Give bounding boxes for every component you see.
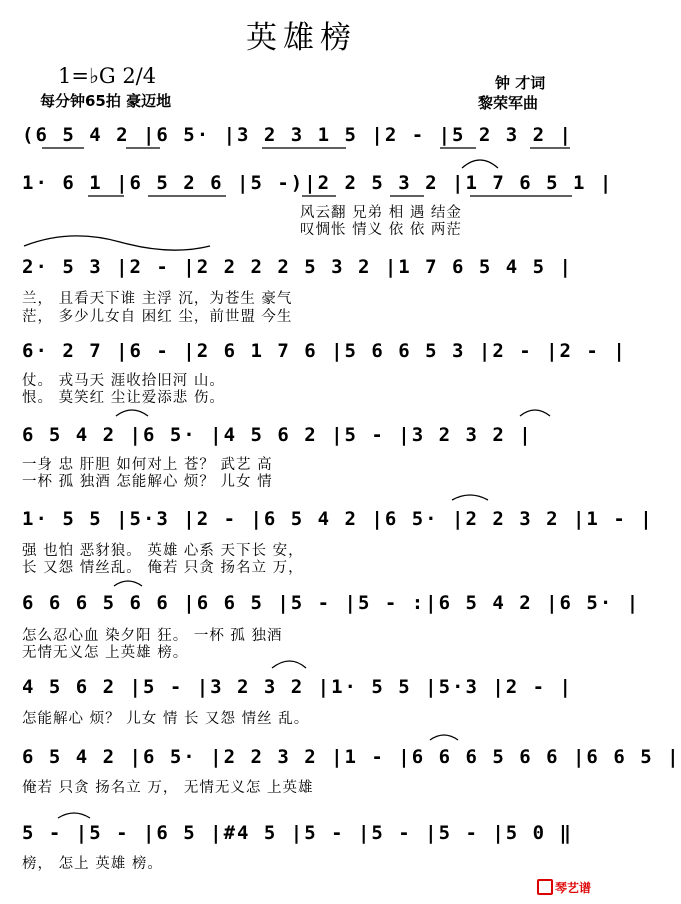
system-7-lyrics-1: 怎么忍心血 染夕阳 狂。 一杯 孤 独酒 — [22, 628, 283, 644]
system-10-lyrics-1: 榜， 怎上 英雄 榜。 — [22, 856, 163, 872]
system-5-notes: 6 5 4 2 |6 5· |4 5 6 2 |5 - |3 2 3 2 | — [22, 424, 533, 446]
composer-credit: 黎荣军曲 — [478, 94, 539, 112]
system-6-notes: 1· 5 5 |5·3 |2 - |6 5 4 2 |6 5· |2 2 3 2 |1 - | — [22, 508, 654, 530]
system-6-lyrics-1: 强 也怕 恶豺狼。 英雄 心系 天下长 安， — [22, 543, 304, 559]
system-10-notes: 5 - |5 - |6 5 |#4 5 |5 - |5 - |5 - |5 0 ‖ — [22, 822, 573, 844]
system-3-lyrics-2: 茫， 多少儿女自 困红 尘，前世盟 今生 — [22, 309, 293, 325]
slur — [114, 581, 142, 586]
lyricist-credit: 钟 才词 — [495, 74, 546, 92]
system-5-lyrics-1: 一身 忠 肝胆 如何对上 苍？ 武艺 高 — [22, 457, 273, 473]
site-logo: 琴艺谱 — [537, 879, 591, 896]
system-8-lyrics-1: 怎能解心 烦？ 儿女 情 长 又怨 情丝 乱。 — [22, 711, 310, 727]
slur — [520, 410, 550, 416]
slur — [462, 160, 498, 168]
slur — [24, 236, 210, 250]
system-9-notes: 6 5 4 2 |6 5· |2 2 3 2 |1 - |6 6 6 5 6 6 |6 6 5 | — [22, 746, 681, 768]
system-9-lyrics-1: 俺若 只贪 扬名立 万， 无情无义怎 上英雄 — [22, 780, 314, 796]
system-3-notes: 2· 5 3 |2 - |2 2 2 2 5 3 2 |1 7 6 5 4 5 | — [22, 256, 573, 278]
song-title: 英雄榜 — [246, 20, 357, 56]
slur — [272, 661, 306, 668]
system-1-notes: (6 5 4 2 |6 5· |3 2 3 1 5 |2 - |5 2 3 2 | — [22, 124, 573, 146]
system-3-lyrics-1: 兰， 且看天下谁 主浮 沉，为苍生 豪气 — [22, 291, 293, 307]
system-2-lyrics-2: 叹惆怅 情义 依 依 两茫 — [300, 222, 462, 238]
system-8-notes: 4 5 6 2 |5 - |3 2 3 2 |1· 5 5 |5·3 |2 - | — [22, 676, 573, 698]
system-4-lyrics-2: 恨。 莫笑红 尘让爱添悲 伤。 — [22, 390, 225, 406]
slur — [116, 410, 148, 416]
system-7-lyrics-2: 无情无义怎 上英雄 榜。 — [22, 645, 189, 661]
logo-icon — [537, 879, 553, 895]
slur — [452, 495, 488, 500]
key-signature: 1=♭G 2/4 — [58, 64, 157, 88]
system-7-notes: 6 6 6 5 6 6 |6 6 5 |5 - |5 - :|6 5 4 2 |6 5· | — [22, 592, 641, 614]
system-6-lyrics-2: 长 又怨 情丝乱。 俺若 只贪 扬名立 万， — [22, 560, 304, 576]
system-2-notes: 1· 6 1 |6 5 2 6 |5 -)|2 2 5 3 2 |1 7 6 5 1 | — [22, 172, 614, 194]
slur — [430, 735, 458, 740]
system-5-lyrics-2: 一杯 孤 独酒 怎能解心 烦？ 儿女 情 — [22, 474, 273, 490]
system-4-lyrics-1: 仗。 戎马天 涯收拾旧河 山。 — [22, 373, 225, 389]
tempo-marking: 每分钟65拍 豪迈地 — [40, 92, 172, 110]
slur — [58, 813, 90, 818]
system-2-lyrics-1: 风云翻 兄弟 相 遇 结金 — [300, 205, 462, 221]
system-4-notes: 6· 2 7 |6 - |2 6 1 7 6 |5 6 6 5 3 |2 - |2 - | — [22, 340, 627, 362]
